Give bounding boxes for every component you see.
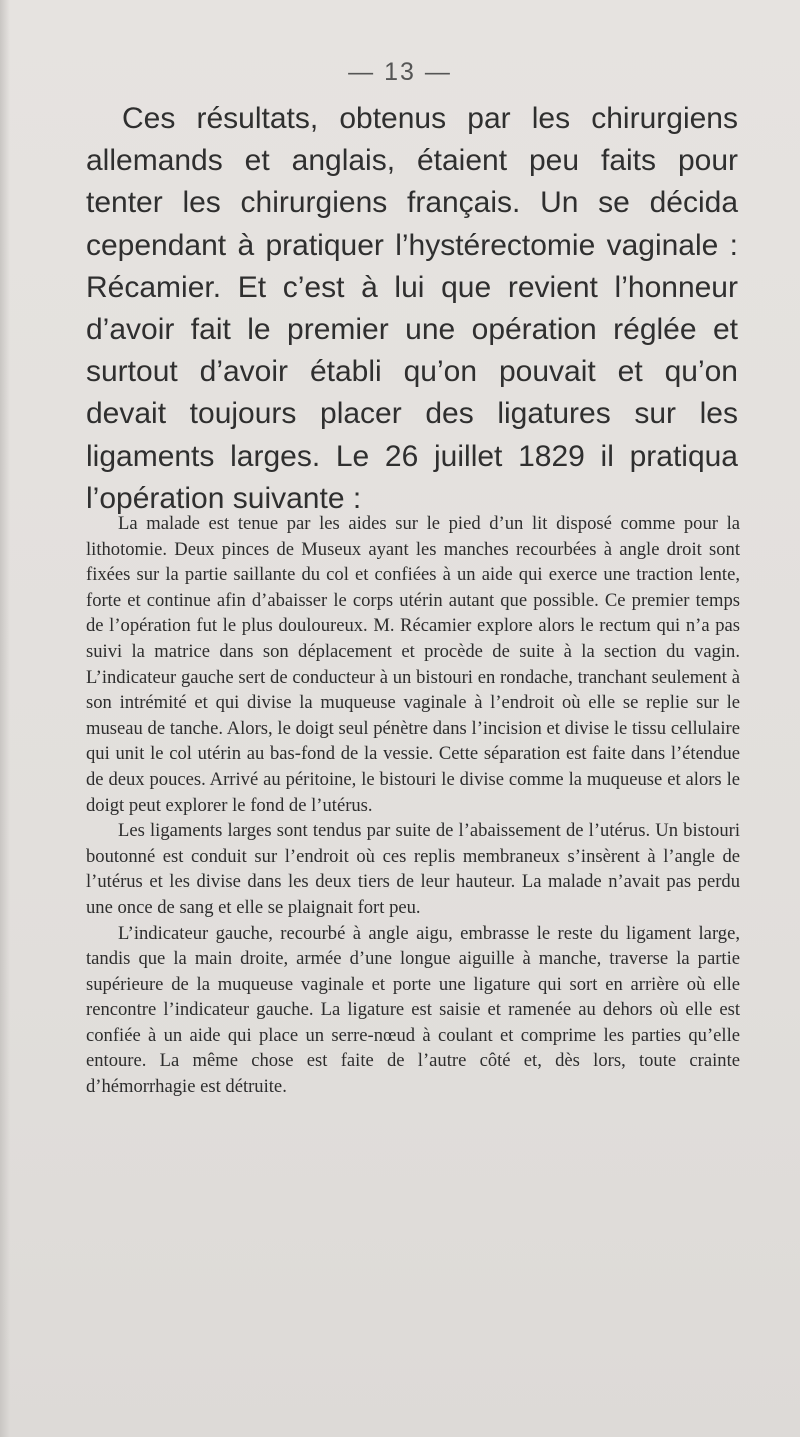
quote-paragraph-1: La malade est tenue par les aides sur le pied d’un lit disposé comme pour la lithotomie. Deux pinces de Museux ayant les manches recourbées à angle droit sont fixées sur la partie saillante du col et confiées à un aide qui exerce une traction lente, forte et continue afin d’abaisser le corps utérin autant que possible. Ce premier temps de l’opération fut le plus douloureux. M. Récamier explore alors le rectum qui n’a pas suivi la matrice dans son déplacement et procède de suite à la section du vagin. L’indicateur gauche sert de conducteur à un bistouri en rondache, tranchant seulement à son intrémité et qui divise la muqueuse vaginale à l’endroit où elle se replie sur le museau de tanche. Alors, le doigt seul pénètre dans l’incision et divise le tissu cellulaire qui unit le col utérin au bas-fond de la vessie. Cette séparation est faite dans l’étendue de deux pouces. Arrivé au péritoine, le bistouri le divise comme la muqueuse et alors le doigt peut explorer le fond de l’utérus. xyxy=(86,513,740,816)
page-number: — 13 — xyxy=(348,58,452,86)
quoted-operation-account xyxy=(86,511,740,1100)
quote-paragraph-2: Les ligaments larges sont tendus par suite de l’abaissement de l’utérus. Un bistouri boutonné est conduit sur l’endroit où ces replis membraneux s’insèrent à l’angle de l’utérus et les divise dans les deux tiers de leur hauteur. La malade n’avait pas perdu une once de sang et elle se plaignait fort peu. xyxy=(86,820,740,918)
quote-paragraph-3: L’indicateur gauche, recourbé à angle aigu, embrasse le reste du ligament large, tandis que la main droite, armée d’une longue aiguille à manche, traverse la partie supérieure de la muqueuse vaginale et porte une ligature qui sort en arrière où elle rencontre l’indicateur gauche. La ligature est saisie et ramenée au dehors où elle est confiée à un aide qui place un serre-nœud à coulant et comprime les parties qu’elle entoure. La même chose est faite de l’autre côté et, dès lors, toute crainte d’hémorrhagie est détruite. xyxy=(86,922,740,1098)
page-edge-shadow xyxy=(0,0,10,1437)
intro-paragraph: Ces résultats, obtenus par les chirurgiens allemands et anglais, étaient peu faits pour tenter les chirurgiens français. Un se décida cependant à pratiquer l’hystérectomie vaginale : Récamier. Et c’est à lui que revient l’honneur d’avoir fait le premier une opération réglée et surtout d’avoir établi qu’on pouvait et qu’on devait toujours placer des ligatures sur les ligaments larges. Le 26 juillet 1829 il pratiqua l’opération suivante : xyxy=(86,102,738,515)
